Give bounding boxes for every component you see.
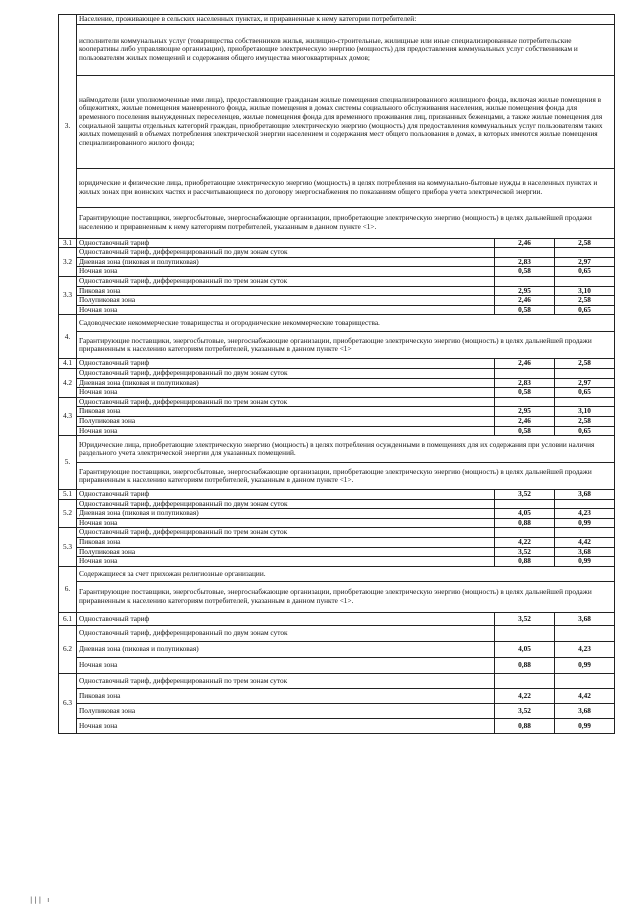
tariff-row — [59, 257, 615, 267]
value-cell: 3,52 — [495, 703, 555, 718]
row-number: 4.3 — [59, 397, 77, 435]
value-cell: 0,58 — [495, 426, 555, 436]
value-cell: 2,58 — [555, 238, 615, 248]
section-number: 3. — [59, 15, 77, 239]
value-cell: 4,42 — [555, 688, 615, 703]
value-cell: 0,58 — [495, 388, 555, 398]
tariff-row — [59, 416, 615, 426]
row-label: Ночная зона — [77, 426, 495, 436]
row-label: Полупиковая зона — [77, 703, 495, 718]
tariff-row — [59, 612, 615, 625]
tariff-row — [59, 368, 615, 378]
tariff-row — [59, 426, 615, 436]
value-cell: 4,05 — [495, 509, 555, 519]
tariff-row — [59, 378, 615, 388]
tariff-row — [59, 305, 615, 315]
row-label: Одноставочный тариф, дифференцированный по трем зонам суток — [77, 397, 495, 407]
section-paragraph-row — [59, 168, 615, 207]
value-cell: 0,88 — [495, 518, 555, 528]
section-paragraph: Гарантирующие поставщики, энергосбытовые, энергоснабжающие организации, приобретающие электрическую энергию (мощность) в целях дальнейшей продажи приравненным к населению категориям потребителей, указанным в данном пункте <1>. — [77, 581, 615, 612]
value-cell: 4,42 — [555, 538, 615, 548]
row-label: Пиковая зона — [77, 688, 495, 703]
row-number: 5.3 — [59, 528, 77, 566]
section-paragraph-row — [59, 463, 615, 490]
tariff-row — [59, 276, 615, 286]
scan-marks: ||| ı — [30, 896, 52, 904]
value-cell — [495, 276, 555, 286]
value-cell: 0,58 — [495, 267, 555, 277]
row-number: 3.2 — [59, 248, 77, 277]
value-cell: 2,58 — [555, 359, 615, 369]
value-cell — [555, 248, 615, 258]
value-cell: 0,65 — [555, 305, 615, 315]
section-title: Население, проживающее в сельских населенных пунктах, и приравненные к нему категории потребителей: — [77, 15, 615, 25]
row-number: 4.1 — [59, 359, 77, 369]
row-number: 3.1 — [59, 238, 77, 248]
tariff-row — [59, 490, 615, 500]
value-cell: 0,88 — [495, 718, 555, 733]
tariff-row — [59, 388, 615, 398]
row-label: Одноставочный тариф — [77, 490, 495, 500]
value-cell: 2,83 — [495, 378, 555, 388]
value-cell: 2,46 — [495, 296, 555, 306]
section-paragraph: юридические и физические лица, приобретающие электрическую энергию (мощность) в целях потребления на коммунально-бытовые нужды в населенных пунктах и жилых зонах при воинских частях и рассчитывающиеся по договору энергоснабжения по показаниям общего прибора учета электрической энергии. — [77, 168, 615, 207]
tariff-row — [59, 641, 615, 657]
value-cell: 3,68 — [555, 547, 615, 557]
value-cell — [495, 248, 555, 258]
value-cell: 0,99 — [555, 657, 615, 673]
tariff-row — [59, 538, 615, 548]
section-title: Содержащиеся за счет прихожан религиозные организации. — [77, 566, 615, 581]
row-label: Одноставочный тариф, дифференцированный по двум зонам суток — [77, 248, 495, 258]
value-cell: 0,99 — [555, 518, 615, 528]
value-cell: 0,65 — [555, 426, 615, 436]
value-cell: 2,46 — [495, 238, 555, 248]
section-number: 6. — [59, 566, 77, 612]
tariff-row — [59, 557, 615, 567]
tariff-row — [59, 397, 615, 407]
value-cell: 3,10 — [555, 286, 615, 296]
value-cell: 0,88 — [495, 657, 555, 673]
value-cell: 4,23 — [555, 641, 615, 657]
section-paragraph: Гарантирующие поставщики, энергосбытовые, энергоснабжающие организации, приобретающие электрическую энергию (мощность) в целях дальнейшей продажи населению и приравненным к нему категориям потребителей, указанным в данном пункте <1>. — [77, 207, 615, 238]
value-cell: 4,22 — [495, 538, 555, 548]
row-label: Полупиковая зона — [77, 296, 495, 306]
section-paragraph-row — [59, 24, 615, 75]
value-cell — [495, 368, 555, 378]
value-cell: 0,99 — [555, 718, 615, 733]
row-label: Одноставочный тариф, дифференцированный по трем зонам суток — [77, 276, 495, 286]
row-label: Пиковая зона — [77, 538, 495, 548]
section-paragraph: Гарантирующие поставщики, энергосбытовые, энергоснабжающие организации, приобретающие электрическую энергию (мощность) в целях дальнейшей продажи приравненным к населению категориям потребителей, указанным в данном пункте <1> — [77, 332, 615, 359]
row-label: Полупиковая зона — [77, 547, 495, 557]
row-number: 4.2 — [59, 368, 77, 397]
row-number: 5.1 — [59, 490, 77, 500]
tariff-row — [59, 718, 615, 733]
row-label: Одноставочный тариф — [77, 612, 495, 625]
row-label: Одноставочный тариф, дифференцированный по двум зонам суток — [77, 625, 495, 641]
value-cell — [495, 673, 555, 688]
value-cell — [555, 673, 615, 688]
section-paragraph: исполнители коммунальных услуг (товарищества собственников жилья, жилищно-строительные, жилищные или иные специализированные потребительские кооперативы либо управляющие организации), приобретающие электрическую энергию (мощность) для предоставления коммунальных услуг собственникам и пользователям жилых помещений и содержания общего имущества многоквартирных домов; — [77, 24, 615, 75]
row-label: Ночная зона — [77, 518, 495, 528]
tariff-row — [59, 296, 615, 306]
row-label: Ночная зона — [77, 267, 495, 277]
section-paragraph-row — [59, 581, 615, 612]
value-cell: 0,88 — [495, 557, 555, 567]
row-label: Одноставочный тариф — [77, 359, 495, 369]
section-number: 4. — [59, 315, 77, 359]
value-cell: 3,68 — [555, 703, 615, 718]
value-cell — [555, 625, 615, 641]
value-cell: 2,95 — [495, 407, 555, 417]
section-paragraph: наймодатели (или уполномоченные ими лица), предоставляющие гражданам жилые помещения специализированного жилищного фонда, включая жилые помещения в общежитиях, жилые помещения маневренного фонда, жилые помещения в домах системы социального обслуживания населения, жилые помещения фонда для временного поселения вынужденных переселенцев, жилые помещения фонда для временного проживания лиц, признанных беженцами, а также жилые помещения для социальной защиты отдельных категорий граждан, приобретающие электрическую энергию (мощность) для предоставления коммунальных услуг пользователям таких жилых помещений в объемах потребления электрической энергии населением и содержания мест общего пользования в домах, в которых имеются жилые помещения специализированного жилого фонда; — [77, 75, 615, 168]
section-paragraph-row — [59, 75, 615, 168]
row-number: 3.3 — [59, 276, 77, 314]
row-label: Полупиковая зона — [77, 416, 495, 426]
value-cell: 2,58 — [555, 296, 615, 306]
section-paragraph-row — [59, 207, 615, 238]
value-cell: 0,65 — [555, 388, 615, 398]
row-label: Ночная зона — [77, 388, 495, 398]
section-paragraph: Гарантирующие поставщики, энергосбытовые, энергоснабжающие организации, приобретающие электрическую энергию (мощность) в целях дальнейшей продажи приравненным к населению категориям потребителей, указанным в данном пункте <1>. — [77, 463, 615, 490]
value-cell — [555, 368, 615, 378]
value-cell — [555, 276, 615, 286]
value-cell: 0,58 — [495, 305, 555, 315]
tariff-row — [59, 688, 615, 703]
value-cell: 3,10 — [555, 407, 615, 417]
value-cell: 2,46 — [495, 416, 555, 426]
section-title: Юридические лица, приобретающие электрическую энергию (мощность) в целях потребления осужденными в помещениях для их содержания при условии наличия раздельного учета электрической энергии для указанных помещений. — [77, 436, 615, 463]
value-cell: 2,58 — [555, 416, 615, 426]
row-label: Ночная зона — [77, 718, 495, 733]
row-number: 6.3 — [59, 673, 77, 733]
row-label: Дневная зона (пиковая и полупиковая) — [77, 378, 495, 388]
row-number: 6.1 — [59, 612, 77, 625]
value-cell: 3,68 — [555, 612, 615, 625]
value-cell: 4,22 — [495, 688, 555, 703]
tariff-row — [59, 625, 615, 641]
row-label: Одноставочный тариф, дифференцированный по двум зонам суток — [77, 368, 495, 378]
row-label: Одноставочный тариф — [77, 238, 495, 248]
tariff-row — [59, 703, 615, 718]
row-label: Пиковая зона — [77, 286, 495, 296]
value-cell: 2,46 — [495, 359, 555, 369]
row-label: Ночная зона — [77, 305, 495, 315]
row-label: Ночная зона — [77, 657, 495, 673]
tariff-row — [59, 359, 615, 369]
section-number: 5. — [59, 436, 77, 490]
tariff-row — [59, 286, 615, 296]
value-cell: 0,99 — [555, 557, 615, 567]
row-label: Дневная зона (пиковая и полупиковая) — [77, 257, 495, 267]
row-label: Дневная зона (пиковая и полупиковая) — [77, 641, 495, 657]
tariff-row — [59, 673, 615, 688]
section-6-title-row — [59, 566, 615, 581]
tariff-row — [59, 657, 615, 673]
value-cell: 4,23 — [555, 509, 615, 519]
row-label: Пиковая зона — [77, 407, 495, 417]
section-5-title-row — [59, 436, 615, 463]
tariff-row — [59, 509, 615, 519]
row-label: Одноставочный тариф, дифференцированный по трем зонам суток — [77, 673, 495, 688]
row-label: Одноставочный тариф, дифференцированный по двум зонам суток — [77, 499, 495, 509]
value-cell: 2,83 — [495, 257, 555, 267]
value-cell: 3,52 — [495, 612, 555, 625]
row-number: 6.2 — [59, 625, 77, 673]
section-4-title-row — [59, 315, 615, 332]
section-paragraph-row — [59, 332, 615, 359]
tariff-row — [59, 547, 615, 557]
value-cell: 2,95 — [495, 286, 555, 296]
row-label: Одноставочный тариф, дифференцированный по трем зонам суток — [77, 528, 495, 538]
row-label: Ночная зона — [77, 557, 495, 567]
value-cell: 3,52 — [495, 490, 555, 500]
value-cell: 3,52 — [495, 547, 555, 557]
row-label: Дневная зона (пиковая и полупиковая) — [77, 509, 495, 519]
tariff-row — [59, 407, 615, 417]
value-cell: 0,65 — [555, 267, 615, 277]
section-title: Садоводческие некоммерческие товарищества и огороднические некоммерческие товарищества. — [77, 315, 615, 332]
tariff-row — [59, 528, 615, 538]
value-cell — [495, 625, 555, 641]
value-cell: 2,97 — [555, 378, 615, 388]
value-cell: 3,68 — [555, 490, 615, 500]
value-cell: 2,97 — [555, 257, 615, 267]
row-number: 5.2 — [59, 499, 77, 528]
tariff-table — [58, 14, 615, 734]
section-3-title-row — [59, 15, 615, 25]
tariff-row — [59, 248, 615, 258]
value-cell: 4,05 — [495, 641, 555, 657]
